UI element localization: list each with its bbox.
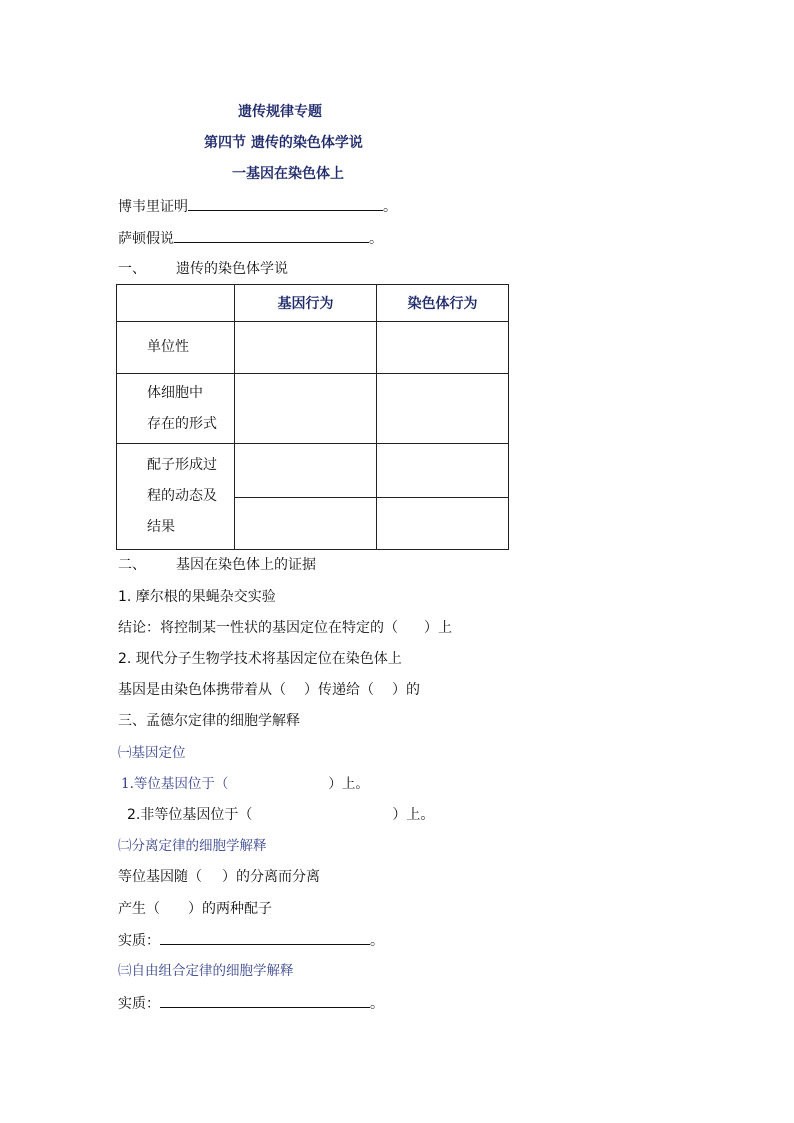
end-mark: 。: [370, 933, 384, 949]
table-cell[interactable]: [377, 498, 509, 550]
table-header-row: [117, 285, 509, 322]
end-mark: 。: [370, 996, 384, 1012]
section3-sub1: ㈠基因定位: [118, 745, 186, 761]
main-title: 遗传规律专题: [238, 104, 322, 120]
row-label-form: [117, 374, 235, 444]
nonallele-text-end: ）上。: [392, 807, 435, 823]
section1-num: 一、: [118, 261, 146, 277]
allele-text-end: ）上。: [328, 776, 369, 792]
sutton-line: [118, 228, 383, 249]
carry-text-mid: ）传递给（: [304, 682, 374, 698]
carry-text-end: ）的: [392, 682, 420, 698]
boveri-line: [118, 196, 397, 217]
table-header-gene: 基因行为: [235, 285, 377, 322]
table-cell[interactable]: [377, 322, 509, 374]
section2-heading: [118, 555, 316, 575]
table-cell[interactable]: [235, 322, 377, 374]
sutton-label: 萨顿假说: [118, 231, 174, 247]
conclusion-text: 结论：将控制某一性状的基因定位在特定的（: [118, 620, 398, 636]
separation-text-end: ）的分离而分离: [222, 869, 320, 885]
section3-sub2: ㈡分离定律的细胞学解释: [118, 838, 267, 854]
essence-line: [118, 930, 384, 951]
essence2-label: 实质：: [118, 996, 160, 1012]
section2-title: 基因在染色体上的证据: [176, 557, 316, 573]
nonallele-text: 2.非等位基因位于（: [127, 807, 253, 823]
sub-title: 一基因在染色体上: [232, 166, 344, 182]
essence-label: 实质：: [118, 933, 160, 949]
section1-title: 遗传的染色体学说: [176, 261, 288, 277]
gamete-line: [118, 899, 272, 919]
section2-item1: 1. 摩尔根的果蝇杂交实验: [118, 589, 276, 605]
row-label-gamete: [117, 444, 235, 550]
boveri-label: 博韦里证明: [118, 199, 188, 215]
conclusion-line: [118, 618, 452, 638]
end-mark: 。: [369, 231, 383, 247]
carry-line: [118, 680, 420, 700]
comparison-table: [116, 284, 509, 550]
row-label-unit: 单位性: [117, 322, 235, 374]
table-cell[interactable]: [377, 444, 509, 498]
separation-text: 等位基因随（: [118, 869, 202, 885]
section3-heading: 三、孟德尔定律的细胞学解释: [118, 713, 300, 729]
table-cell[interactable]: [235, 498, 377, 550]
essence-blank[interactable]: [160, 930, 370, 945]
boveri-blank[interactable]: [188, 196, 383, 211]
allele-text: 1.等位基因位于（: [121, 776, 229, 792]
row-label-line: 程的动态及: [147, 488, 217, 504]
table-cell[interactable]: [235, 444, 377, 498]
table-header-empty: [117, 285, 235, 322]
section2-num: 二、: [118, 557, 146, 573]
section-title: 第四节 遗传的染色体学说: [204, 135, 363, 151]
row-label-line: 体细胞中: [147, 384, 203, 401]
section3-sub3: ㈢自由组合定律的细胞学解释: [118, 963, 294, 979]
table-header-chromosome: 染色体行为: [377, 285, 509, 322]
gamete-text: 产生（: [118, 901, 160, 917]
table-row: [117, 374, 509, 444]
essence2-line: [118, 993, 384, 1014]
section1-heading: [118, 259, 288, 279]
end-mark: 。: [383, 199, 397, 215]
row-label-line: 结果: [147, 519, 175, 535]
table-row: [117, 444, 509, 498]
row-label-line: 存在的形式: [147, 415, 217, 432]
sutton-blank[interactable]: [174, 228, 369, 243]
separation-line: [118, 867, 320, 887]
gamete-text-end: ）的两种配子: [188, 901, 272, 917]
table-cell[interactable]: [235, 374, 377, 444]
allele-line: [121, 774, 369, 794]
table-row: [117, 322, 509, 374]
carry-text: 基因是由染色体携带着从（: [118, 682, 286, 698]
conclusion-text-end: ）上: [424, 620, 452, 636]
table-cell[interactable]: [377, 374, 509, 444]
section2-item2: 2. 现代分子生物学技术将基因定位在染色体上: [118, 651, 402, 667]
row-label-line: 配子形成过: [147, 457, 217, 473]
essence2-blank[interactable]: [160, 993, 370, 1008]
nonallele-line: [127, 805, 434, 825]
